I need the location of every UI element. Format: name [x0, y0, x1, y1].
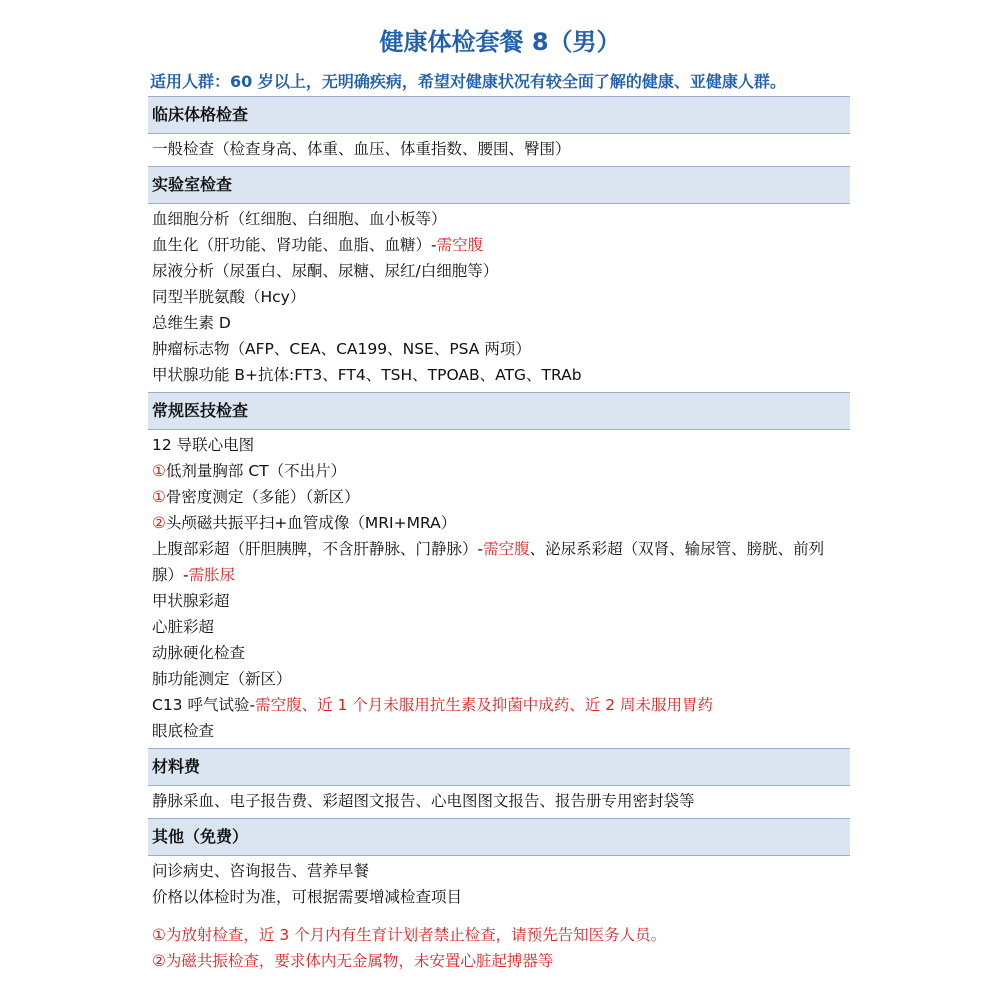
- item-text: 问诊病史、咨询报告、营养早餐: [152, 862, 370, 880]
- item-text: 同型半胱氨酸（Hcy）: [152, 288, 306, 306]
- exam-item: [152, 484, 850, 510]
- item-text: 一般检查（检查身高、体重、血压、体重指数、腰围、臀围）: [152, 140, 571, 158]
- section-header: 临床体格检查: [148, 96, 850, 134]
- item-text: 眼底检查: [152, 722, 215, 740]
- exam-item: [152, 510, 850, 536]
- exam-item: [152, 640, 850, 666]
- exam-item: [152, 206, 850, 232]
- exam-item: [152, 666, 850, 692]
- item-text: 血细胞分析（红细胞、白细胞、血小板等）: [152, 210, 447, 228]
- exam-sections: [148, 96, 850, 914]
- exam-item: [152, 692, 850, 718]
- target-population: 适用人群：60 岁以上，无明确疾病，希望对健康状况有较全面了解的健康、亚健康人群。: [150, 72, 786, 91]
- exam-item: [152, 788, 850, 814]
- section-body: [148, 856, 850, 914]
- item-text: 甲状腺功能 B+抗体:FT3、FT4、TSH、TPOAB、ATG、TRAb: [152, 366, 582, 384]
- item-text: 肿瘤标志物（AFP、CEA、CA199、NSE、PSA 两项）: [152, 340, 531, 358]
- section-header: 材料费: [148, 748, 850, 786]
- item-warning-text: ①: [152, 488, 166, 506]
- exam-item: [152, 136, 850, 162]
- item-text: C13 呼气试验-: [152, 696, 256, 714]
- exam-item: [152, 614, 850, 640]
- item-text: 头颅磁共振平扫+血管成像（MRI+MRA）: [165, 514, 457, 532]
- exam-item: [152, 258, 850, 284]
- section-body: [148, 204, 850, 392]
- item-text: 静脉采血、电子报告费、彩超图文报告、心电图图文报告、报告册专用密封袋等: [152, 792, 695, 810]
- item-text: 尿液分析（尿蛋白、尿酮、尿糖、尿红/白细胞等）: [152, 262, 499, 280]
- footnote: ①为放射检查，近 3 个月内有生育计划者禁止检查，请预先告知医务人员。: [152, 926, 667, 944]
- exam-item: [152, 858, 850, 884]
- section-header: 实验室检查: [148, 166, 850, 204]
- item-warning-text: 需胀尿: [188, 566, 236, 584]
- section-header: 常规医技检查: [148, 392, 850, 430]
- item-text: 、泌尿系彩超（双肾、输尿管、膀胱、前列腺）-: [152, 540, 825, 584]
- item-text: 骨密度测定（多能）（新区）: [165, 488, 360, 506]
- exam-item: [152, 284, 850, 310]
- item-text: 总维生素 D: [152, 314, 231, 332]
- item-text: 低剂量胸部 CT（不出片）: [165, 462, 347, 480]
- footnote: ②为磁共振检查，要求体内无金属物，未安置心脏起搏器等: [152, 952, 554, 970]
- exam-item: [152, 718, 850, 744]
- item-warning-text: 需空腹: [436, 236, 484, 254]
- section-body: [148, 786, 850, 818]
- exam-item: [152, 588, 850, 614]
- exam-item: [152, 362, 850, 388]
- exam-item: [152, 336, 850, 362]
- section-header: 其他（免费）: [148, 818, 850, 856]
- item-text: 上腹部彩超（肝胆胰脾，不含肝静脉、门静脉）-: [152, 540, 484, 558]
- exam-item: [152, 884, 850, 910]
- item-text: 动脉硬化检查: [152, 644, 246, 662]
- item-text: 12 导联心电图: [152, 436, 255, 454]
- item-text: 价格以体检时为准，可根据需要增减检查项目: [152, 888, 463, 906]
- item-text: 肺功能测定（新区）: [152, 670, 292, 688]
- item-warning-text: ①: [152, 462, 166, 480]
- exam-item: [152, 232, 850, 258]
- item-text: 甲状腺彩超: [152, 592, 230, 610]
- item-warning-text: 需空腹: [483, 540, 530, 558]
- section-body: [148, 430, 850, 748]
- item-warning-text: ②: [152, 514, 166, 532]
- page-title: 健康体检套餐 8（男）: [379, 28, 621, 56]
- footnotes: [152, 922, 852, 974]
- exam-item: [152, 458, 850, 484]
- section-body: [148, 134, 850, 166]
- item-text: 心脏彩超: [152, 618, 215, 636]
- exam-item: [152, 536, 850, 588]
- exam-item: [152, 310, 850, 336]
- exam-item: [152, 432, 850, 458]
- item-warning-text: 需空腹、近 1 个月未服用抗生素及抑菌中成药、近 2 周未服用胃药: [255, 696, 714, 714]
- item-text: 血生化（肝功能、肾功能、血脂、血糖）-: [152, 236, 437, 254]
